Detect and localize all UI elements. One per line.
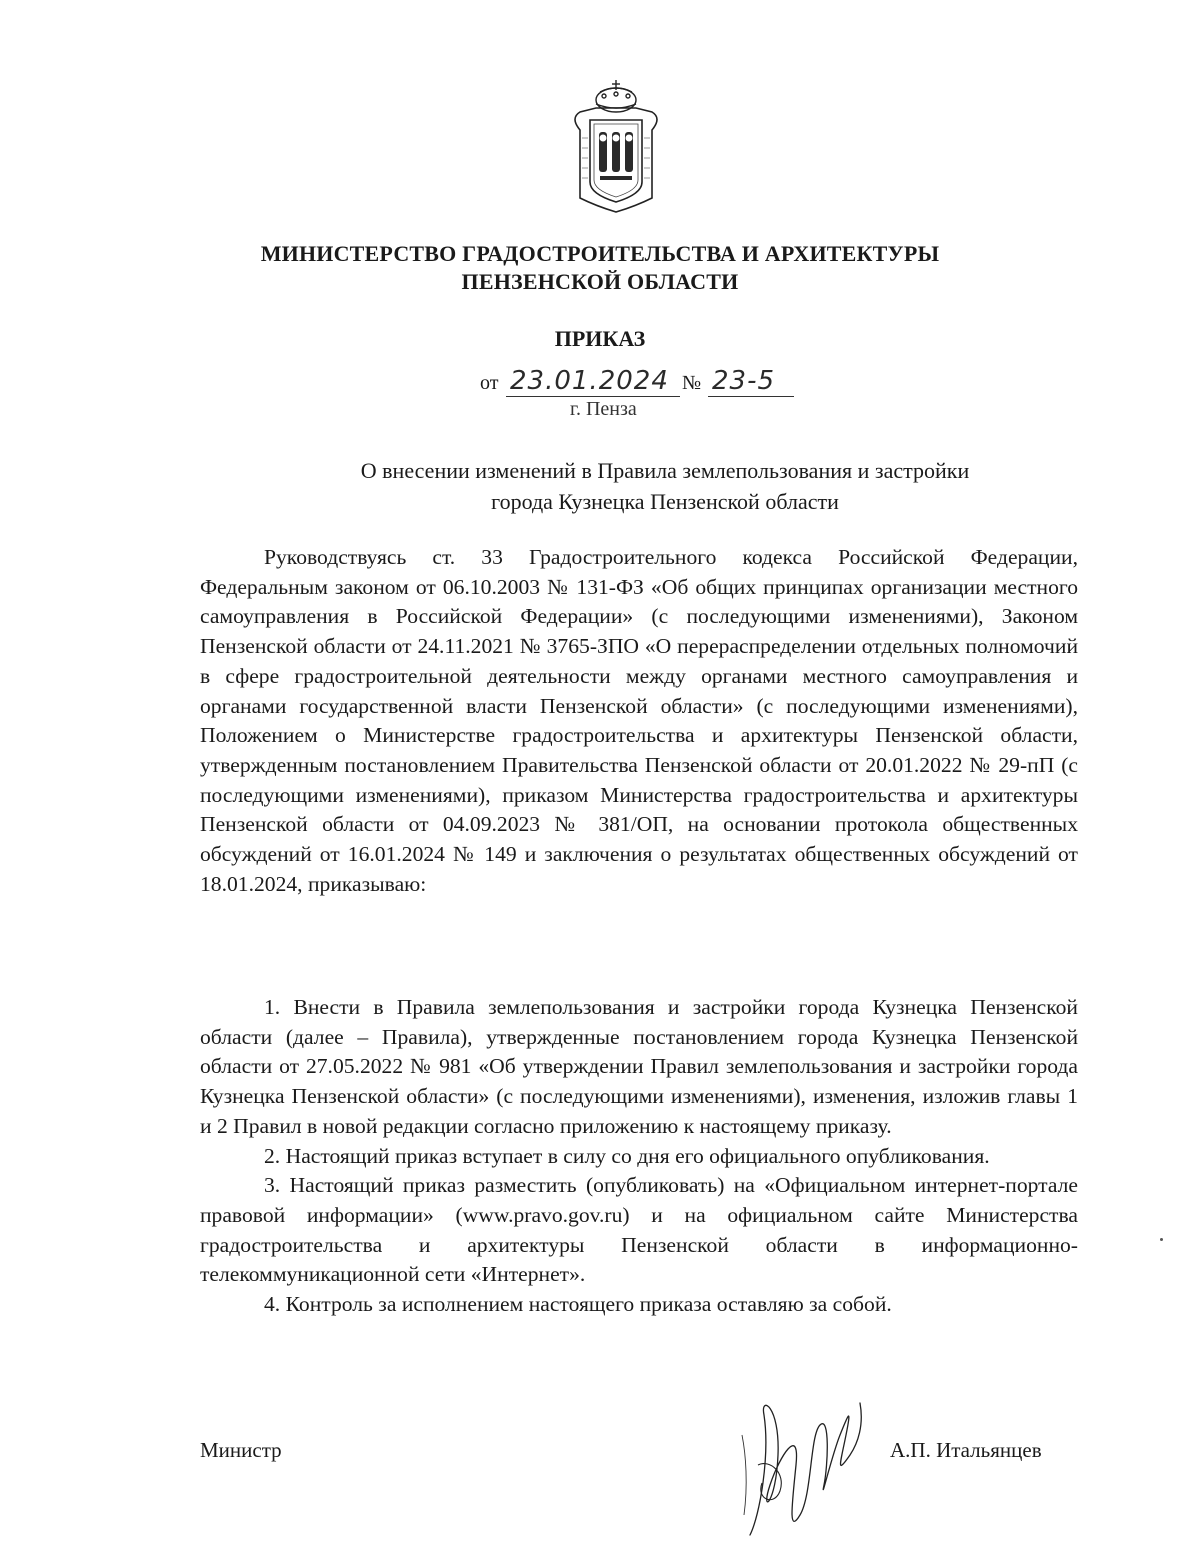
date-number-line [480,368,820,398]
date-handwritten: 23.01.2024 [510,366,669,396]
city-name: г. Пенза [570,398,637,420]
ministry-name-line1: МИНИСТЕРСТВО ГРАДОСТРОИТЕЛЬСТВА И АРХИТЕКТУРЫ [260,241,940,266]
order-item-1: 1. Внести в Правила землепользования и застройки города Кузнецка Пензенской области (далее – Правила), утвержденные постановлением города Кузнецка Пензенской области от 27.05.2022 № 981 «Об утверждении Правил землепользования и застройки города Кузнецка Пензенской области» (с последующими изменениями), изменения, изложив главы 1 и 2 Правил в новой редакции согласно приложению к настоящему приказу. [200,995,1078,1138]
date-prefix: от [480,372,499,394]
number-handwritten: 23-5 [712,366,776,396]
signatory-title: Министр [200,1438,282,1462]
signatory-name: А.П. Итальянцев [890,1438,1042,1462]
preamble-paragraph: Руководствуясь ст. 33 Градостроительного кодекса Российской Федерации, Федеральным законом от 06.10.2003 № 131-ФЗ «Об общих принципах организации местного самоуправления в Российской Федерации» (с последующими изменениями), Законом Пензенской области от 24.11.2021 № 3765-ЗПО «О перераспределении отдельных полномочий в сфере градостроительной деятельности между органами местного самоуправления и органами государственной власти Пензенской области» (с последующими изменениями), Положением о Министерстве градостроительства и архитектуры Пензенской области, утвержденным постановлением Правительства Пензенской области от 20.01.2022 № 29-пП (с последующими изменениями), приказом Министерства градостроительства и архитектуры Пензенской области от 04.09.2023 № 381/ОП, на основании протокола общественных обсуждений от 16.01.2024 № 149 и заключения о результатах общественных обсуждений от 18.01.2024, приказываю: [200,545,1078,896]
ministry-header [150,240,1050,296]
scan-speck [1160,1238,1163,1241]
order-item-3: 3. Настоящий приказ разместить (опубликовать) на «Официальном интернет-портале правовой информации» (www.pravo.gov.ru) и на официальном сайте Министерства градостроительства и архитектуры Пензенской области в информационно-телекоммуникационной сети «Интернет». [200,1173,1078,1287]
number-underline [708,396,794,397]
order-items [200,993,1078,1320]
order-item-4: 4. Контроль за исполнением настоящего приказа оставляю за собой. [264,1292,892,1317]
subject-line1: О внесении изменений в Правила землепользования и застройки [360,458,970,483]
handwritten-signature-icon [740,1395,870,1545]
document-type-title: ПРИКАЗ [554,326,646,351]
subject-line2: города Кузнецка Пензенской области [491,489,839,514]
document-subject [250,455,1080,517]
preamble-block [200,543,1078,899]
ministry-name-line2: ПЕНЗЕНСКОЙ ОБЛАСТИ [461,269,739,294]
date-underline [506,396,680,397]
number-prefix: № [682,372,702,394]
order-item-2: 2. Настоящий приказ вступает в силу со дня его официального опубликования. [264,1143,990,1168]
penza-coat-of-arms-icon [566,78,666,218]
